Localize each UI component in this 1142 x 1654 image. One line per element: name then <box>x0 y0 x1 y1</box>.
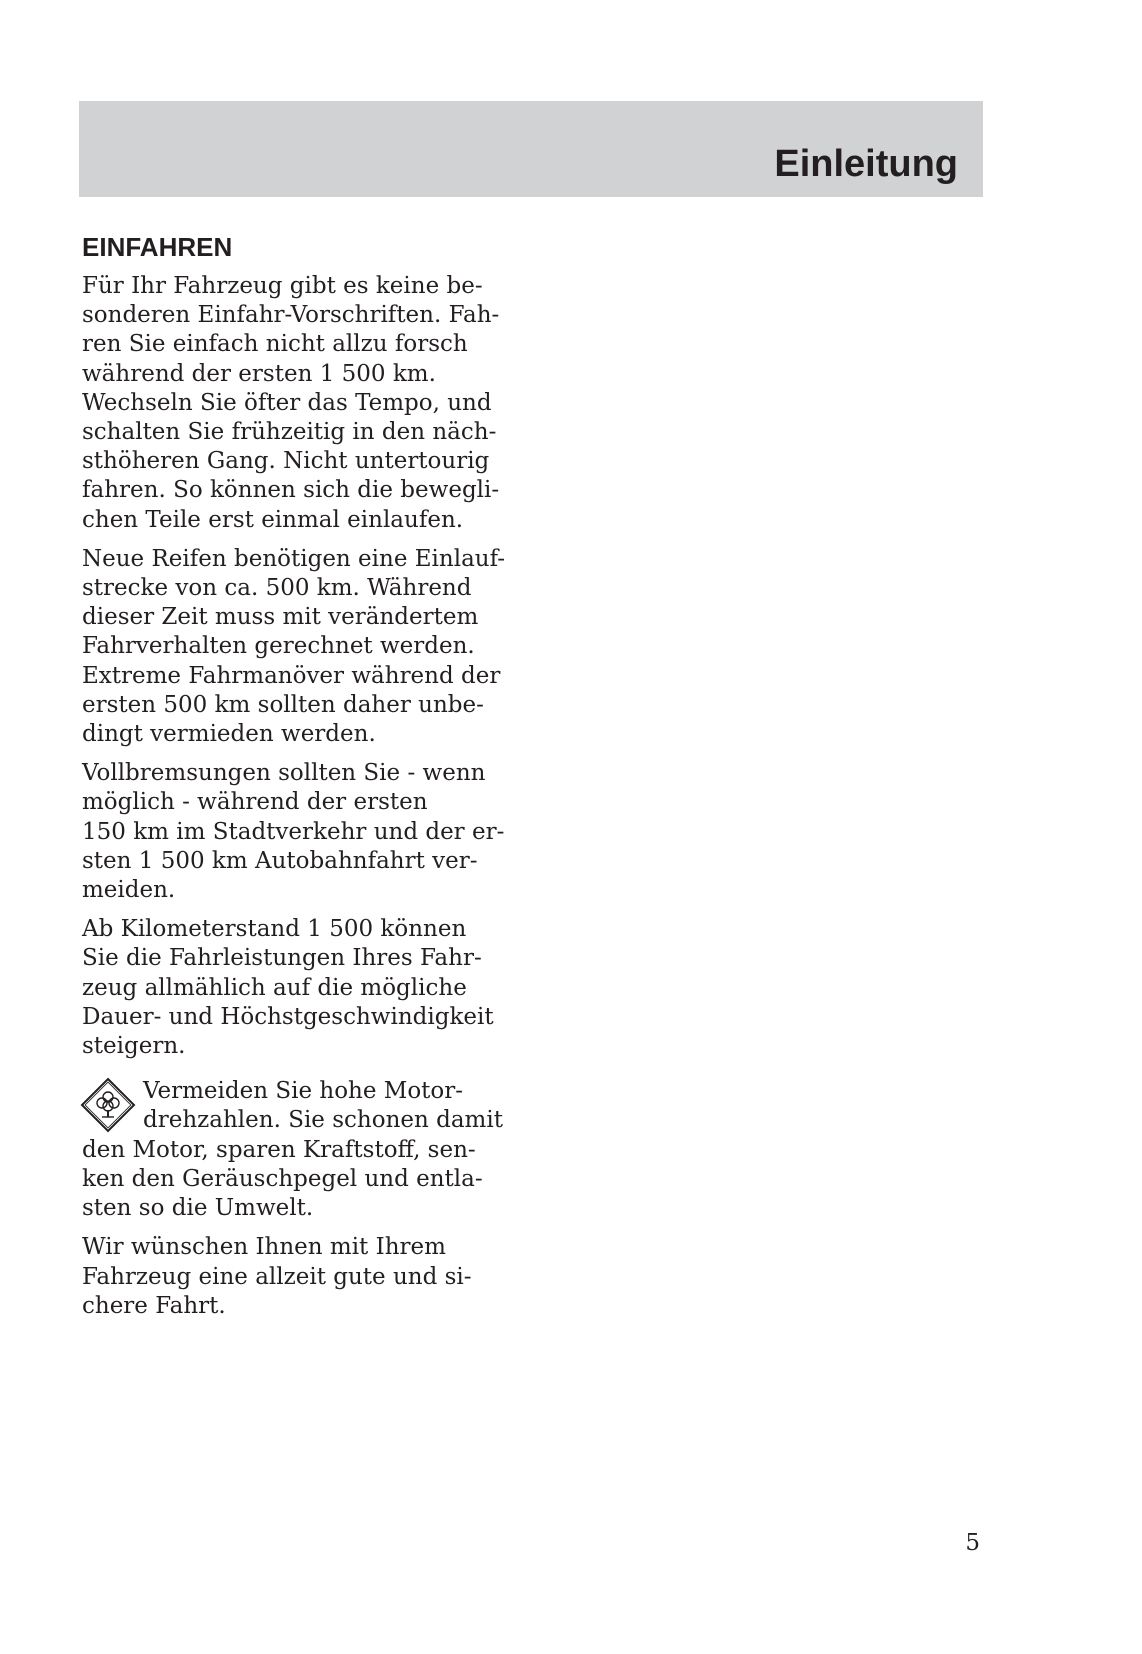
environment-note-text <box>82 1077 542 1223</box>
paragraph-break-in <box>82 272 542 535</box>
environment-tree-icon <box>80 1077 136 1133</box>
text-line: chen Teile erst einmal einlaufen. <box>82 506 464 533</box>
text-line: Vermeiden Sie hohe Motor- <box>143 1078 464 1105</box>
main-content <box>82 230 542 1331</box>
section-heading: EINFAHREN <box>82 232 233 262</box>
text-line: Extreme Fahrmanöver während der <box>82 662 501 689</box>
text-line: während der ersten 1 500 km. <box>82 360 436 387</box>
text-line: zeug allmählich auf die mögliche <box>82 974 467 1001</box>
text-line: Neue Reifen benötigen eine Einlauf- <box>82 545 506 572</box>
page-number: 5 <box>965 1530 980 1556</box>
text-line: möglich - während der ersten <box>82 789 428 816</box>
text-line: sthöheren Gang. Nicht untertourig <box>82 448 490 475</box>
text-line: sten so die Umwelt. <box>82 1195 314 1222</box>
text-line: strecke von ca. 500 km. Während <box>82 575 472 602</box>
text-line: Fahrverhalten gerechnet werden. <box>82 633 475 660</box>
environment-note <box>82 1077 542 1223</box>
text-line: Wir wünschen Ihnen mit Ihrem <box>82 1234 446 1261</box>
text-line: Für Ihr Fahrzeug gibt es keine be- <box>82 273 483 299</box>
text-line: Sie die Fahrleistungen Ihres Fahr- <box>82 945 482 972</box>
text-line: fahren. So können sich die beweglі- <box>82 477 500 504</box>
text-line: schalten Sie frühzeitig in den näch- <box>82 419 497 446</box>
paragraph-speed <box>82 915 542 1061</box>
paragraph-braking <box>82 759 542 905</box>
text-line: ersten 500 km sollten daher unbe- <box>82 691 484 718</box>
text-line: Vollbremsungen sollten Sie - wenn <box>82 760 486 787</box>
text-line: sonderen Einfahr-Vorschriften. Fah- <box>82 302 500 329</box>
text-line: dieser Zeit muss mit verändertem <box>82 604 479 631</box>
text-line: 150 km im Stadtverkehr und der er- <box>82 818 505 845</box>
text-line: Wechseln Sie öfter das Tempo, und <box>82 389 492 416</box>
text-line: Fahrzeug eine allzeit gute und si- <box>82 1263 472 1290</box>
text-line: ken den Geräuschpegel und entla- <box>82 1165 483 1192</box>
text-line: sten 1 500 km Autobahnfahrt ver- <box>82 847 478 874</box>
text-line: ren Sie einfach nicht allzu forsch <box>82 331 468 358</box>
chapter-header-band <box>79 101 983 197</box>
paragraph-tyres <box>82 545 542 749</box>
text-line: Dauer- und Höchstgeschwindigkeit <box>82 1003 494 1030</box>
chapter-title: Einleitung <box>774 143 958 185</box>
text-line: chere Fahrt. <box>82 1292 226 1319</box>
text-line: den Motor, sparen Kraftstoff, sen- <box>82 1136 476 1163</box>
text-line: drehzahlen. Sie schonen damit <box>143 1107 503 1134</box>
text-line: Ab Kilometerstand 1 500 können <box>82 916 467 943</box>
paragraph-closing <box>82 1233 542 1321</box>
text-line: steigern. <box>82 1033 186 1060</box>
text-line: dingt vermieden werden. <box>82 721 376 748</box>
text-line: meiden. <box>82 877 176 904</box>
